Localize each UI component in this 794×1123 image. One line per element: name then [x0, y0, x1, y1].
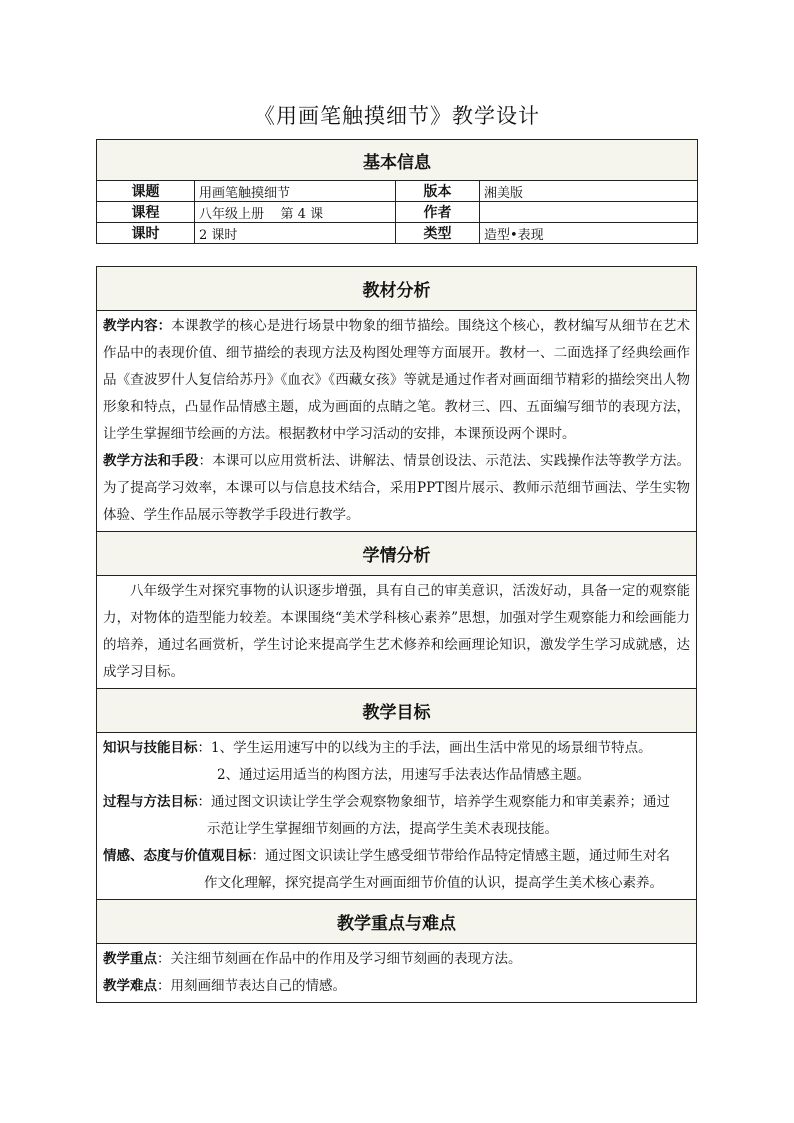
teaching-method-text: ：本课可以应用赏析法、讲解法、情景创设法、示范法、实践操作法等教学方法。为了提高学习效率，本课可以与信息技术结合，采用PPT图片展示、教师示范细节画法、学生实物体验、学生作品展示等教学手段进行教学。: [103, 453, 691, 523]
difficulty-label: 教学难点: [103, 978, 157, 994]
basic-info-table: [96, 139, 698, 244]
teaching-content-text: 本课教学的核心是进行场景中物象的细节描绘。围绕这个核心，教材编写从细节在艺术作品中的表现价值、细节描绘的表现方法及构图处理等方面展开。教材一、二面选择了经典绘画作品《查波罗什人复信给苏丹》《血衣》《西藏女孩》等就是通过作者对画面细节精彩的描绘突出人物形象和特点，凸显作品情感主题，成为画面的点睛之笔。教材三、四、五面编写细节的表现方法，让学生掌握细节绘画的方法。根据教材中学习活动的安排，本课预设两个课时。: [103, 318, 691, 442]
emotion-goal-text-1: ：通过图文识读让学生感受细节带给作品特定情感主题，通过师生对名: [251, 848, 670, 864]
student-analysis-text: 八年级学生对探究事物的认识逐步增强，具有自己的审美意识，活泼好动，具备一定的观察能力，对物体的造型能力较差。本课围绕“美术学科核心素养”思想，加强对学生观察能力和绘画能力的培养，通过名画赏析，学生讨论来提高学生艺术修养和绘画理论知识，激发学生学习成就感，达成学习目标。: [97, 576, 697, 689]
author-label: 作者: [396, 202, 480, 223]
material-analysis-body: [97, 311, 697, 532]
emotion-goal-line-1: [103, 843, 690, 870]
knowledge-goal-text-1: ：1、学生运用速写中的以线为主的手法，画出生活中常见的场景细节特点。: [197, 740, 652, 756]
teaching-goals-body: [97, 733, 697, 900]
material-analysis-heading: 教材分析: [97, 267, 697, 311]
author-value: [480, 202, 698, 223]
table-row: [97, 181, 698, 202]
table-row: [97, 202, 698, 223]
analysis-table: [96, 266, 697, 1003]
process-goal-line-2: 示范让学生掌握细节刻画的方法，提高学生美术表现技能。: [207, 821, 558, 837]
basic-info-heading: 基本信息: [97, 140, 698, 181]
topic-value: 用画笔触摸细节: [195, 181, 396, 202]
period-value: 2 课时: [195, 223, 396, 244]
process-goal-text-1: ：通过图文识读让学生学会观察物象细节，培养学生观察能力和审美素养；通过: [197, 794, 670, 810]
document-title: 《用画笔触摸细节》教学设计: [254, 104, 540, 128]
type-label: 类型: [396, 223, 480, 244]
type-value: 造型•表现: [480, 223, 698, 244]
knowledge-goal-line-2: 2、通过运用适当的构图方法，用速写手法表达作品情感主题。: [217, 767, 591, 783]
teaching-method-paragraph: [103, 448, 690, 529]
knowledge-goal-label: 知识与技能目标: [103, 740, 198, 756]
knowledge-goal-line-1: [103, 735, 690, 762]
focus-label: 教学重点: [103, 951, 157, 967]
topic-label: 课题: [97, 181, 195, 202]
table-row: [97, 223, 698, 244]
process-goal-line-1: [103, 789, 690, 816]
focus-line: [103, 946, 690, 973]
teaching-content-paragraph: [103, 313, 690, 448]
course-value: 八年级上册 第 4 课: [195, 202, 396, 223]
edition-value: 湘美版: [480, 181, 698, 202]
difficulty-text: ：用刻画细节表达自己的情感。: [157, 978, 346, 994]
teaching-content-label: 教学内容：: [103, 318, 172, 334]
course-label: 课程: [97, 202, 195, 223]
difficulty-line: [103, 973, 690, 1000]
keypoints-heading: 教学重点与难点: [97, 900, 697, 944]
teaching-method-label: 教学方法和手段: [103, 453, 199, 469]
student-analysis-heading: 学情分析: [97, 532, 697, 576]
teaching-goals-heading: 教学目标: [97, 689, 697, 733]
focus-text: ：关注细节刻画在作品中的作用及学习细节刻画的表现方法。: [157, 951, 522, 967]
edition-label: 版本: [396, 181, 480, 202]
emotion-goal-label: 情感、态度与价值观目标: [103, 848, 252, 864]
period-label: 课时: [97, 223, 195, 244]
keypoints-body: [97, 944, 697, 1003]
emotion-goal-line-2: 作文化理解，探究提高学生对画面细节价值的认识，提高学生美术核心素养。: [204, 875, 663, 891]
process-goal-label: 过程与方法目标: [103, 794, 198, 810]
